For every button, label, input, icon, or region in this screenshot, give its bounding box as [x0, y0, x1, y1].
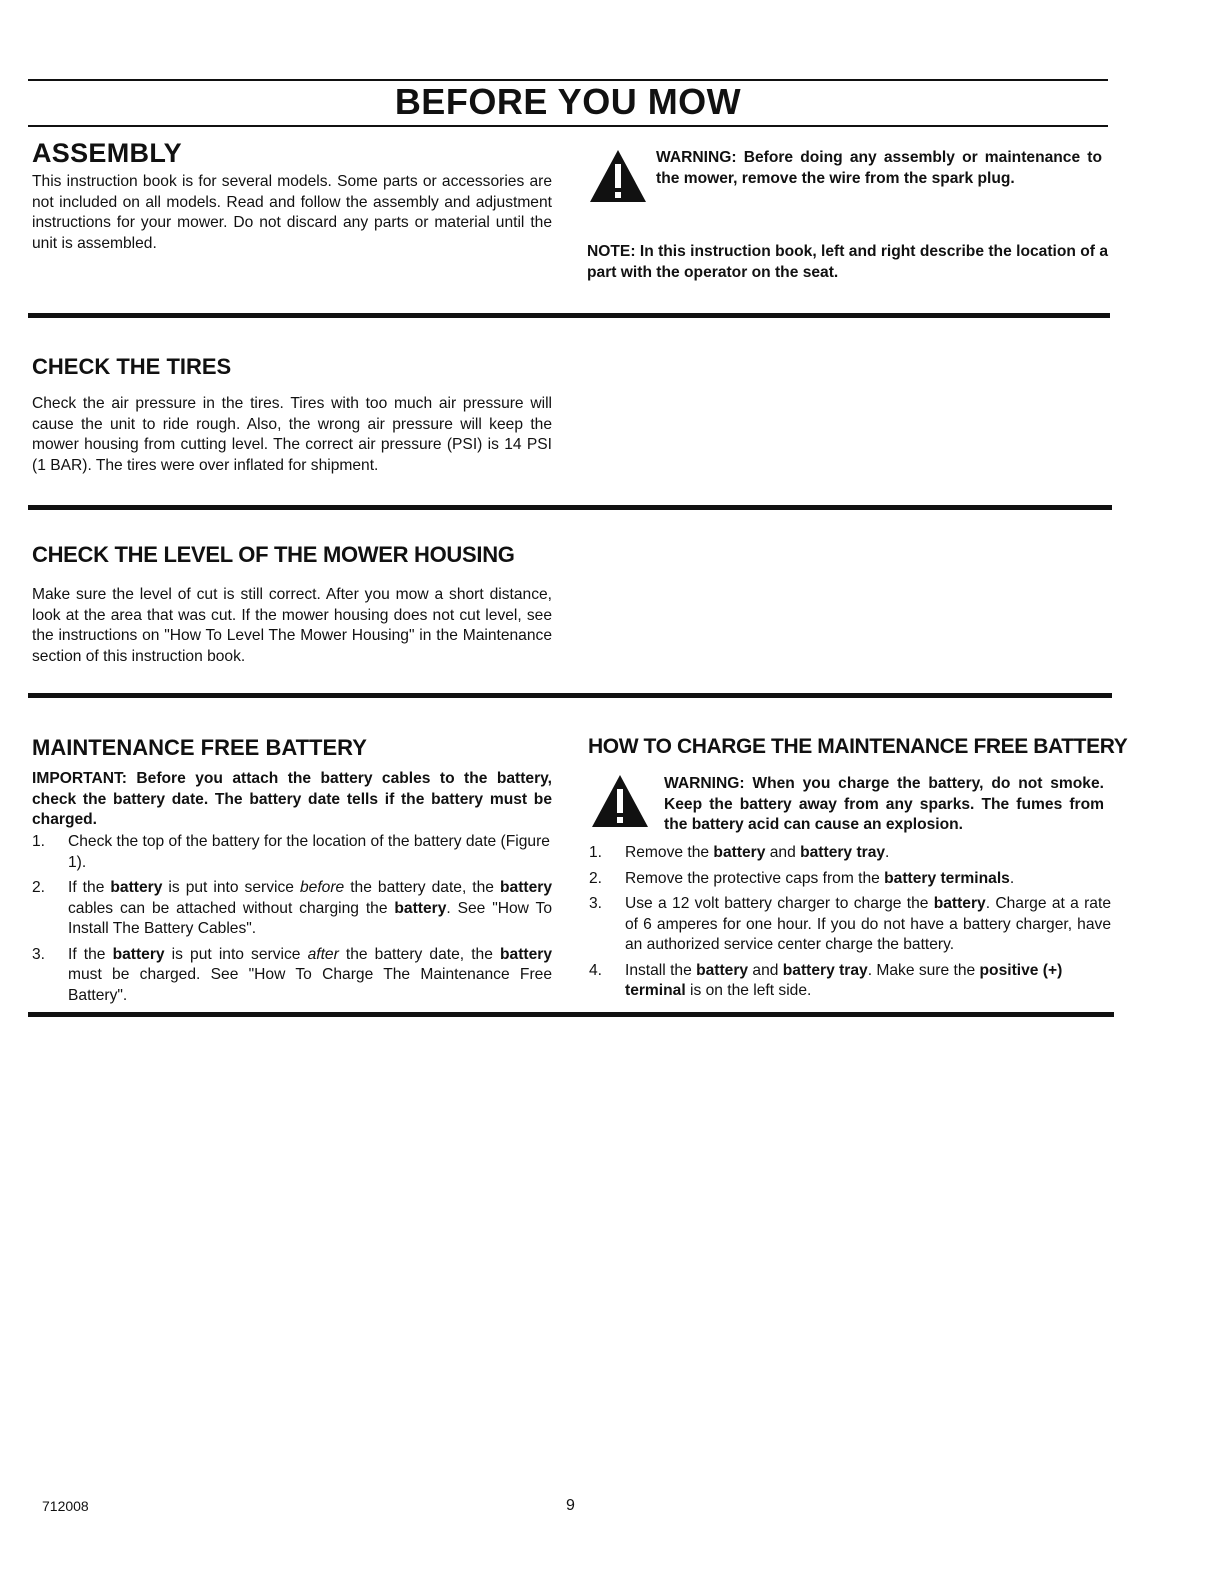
battery-steps	[32, 832, 552, 1011]
section-divider	[28, 313, 1110, 318]
assembly-heading: ASSEMBLY	[32, 138, 182, 168]
assembly-warning: WARNING: Before doing any assembly or maintenance to the mower, remove the wire from the spark plug.	[656, 149, 1102, 187]
list-item: 3. Use a 12 volt battery charger to charge the battery. Charge at a rate of 6 amperes for one hour. If you do not have a battery charger, have an authorized service center charge the battery.	[589, 895, 1111, 953]
page-number: 9	[566, 1497, 575, 1514]
charge-warning: WARNING: When you charge the battery, do not smoke. Keep the battery away from any sparks. The fumes from the battery acid can cause an explosion.	[664, 775, 1104, 833]
tires-heading: CHECK THE TIRES	[32, 354, 232, 379]
list-item: 3. If the battery is put into service after the battery date, the battery must be charged. See "How To Charge The Maintenance Free Battery".	[32, 945, 552, 1004]
list-item: 4. Install the battery and battery tray. Make sure the positive (+) terminal is on the left side.	[589, 961, 1063, 999]
assembly-text: This instruction book is for several models. Some parts or accessories are not included on all models. Read and follow the assembly and adjustment instructions for your mower. Do not discard any parts or material until the unit is assembled.	[32, 173, 552, 252]
charge-steps	[589, 843, 1111, 1007]
list-item: 2. If the battery is put into service before the battery date, the battery cables can be attached without charging the battery. See "How To Install The Battery Cables".	[32, 879, 552, 937]
warning-icon	[590, 773, 650, 829]
section-divider	[28, 1012, 1114, 1017]
page-title: BEFORE YOU MOW	[394, 81, 742, 122]
battery-heading: MAINTENANCE FREE BATTERY	[32, 735, 367, 760]
section-divider	[28, 693, 1112, 698]
assembly-note: NOTE: In this instruction book, left and right describe the location of a part with the operator on the seat.	[587, 243, 1108, 281]
list-item: 1. Remove the battery and battery tray.	[589, 844, 890, 861]
battery-important: IMPORTANT: Before you attach the battery cables to the battery, check the battery date. The battery date tells if the battery must be charged.	[32, 770, 552, 828]
tires-text: Check the air pressure in the tires. Tires with too much air pressure will cause the unit to ride rough. Also, the wrong air pressure will keep the mower housing from cutting level. The correct air pressure (PSI) is 14 PSI (1 BAR). The tires were over inflated for shipment.	[32, 395, 552, 474]
housing-heading: CHECK THE LEVEL OF THE MOWER HOUSING	[32, 542, 515, 567]
section-divider	[28, 505, 1112, 510]
footer-code: 712008	[42, 1498, 89, 1514]
housing-text: Make sure the level of cut is still correct. After you mow a short distance, look at the area that was cut. If the mower housing does not cut level, see the instructions on "How To Level The Mower Housing" in the Maintenance section of this instruction book.	[32, 586, 552, 665]
title-underline	[28, 125, 1108, 127]
list-item: 2. Remove the protective caps from the battery terminals.	[589, 869, 1015, 887]
charge-heading: HOW TO CHARGE THE MAINTENANCE FREE BATTERY	[588, 735, 1128, 758]
list-item: 1. Check the top of the battery for the location of the battery date (Figure 1).	[32, 833, 550, 871]
warning-icon	[588, 148, 648, 204]
